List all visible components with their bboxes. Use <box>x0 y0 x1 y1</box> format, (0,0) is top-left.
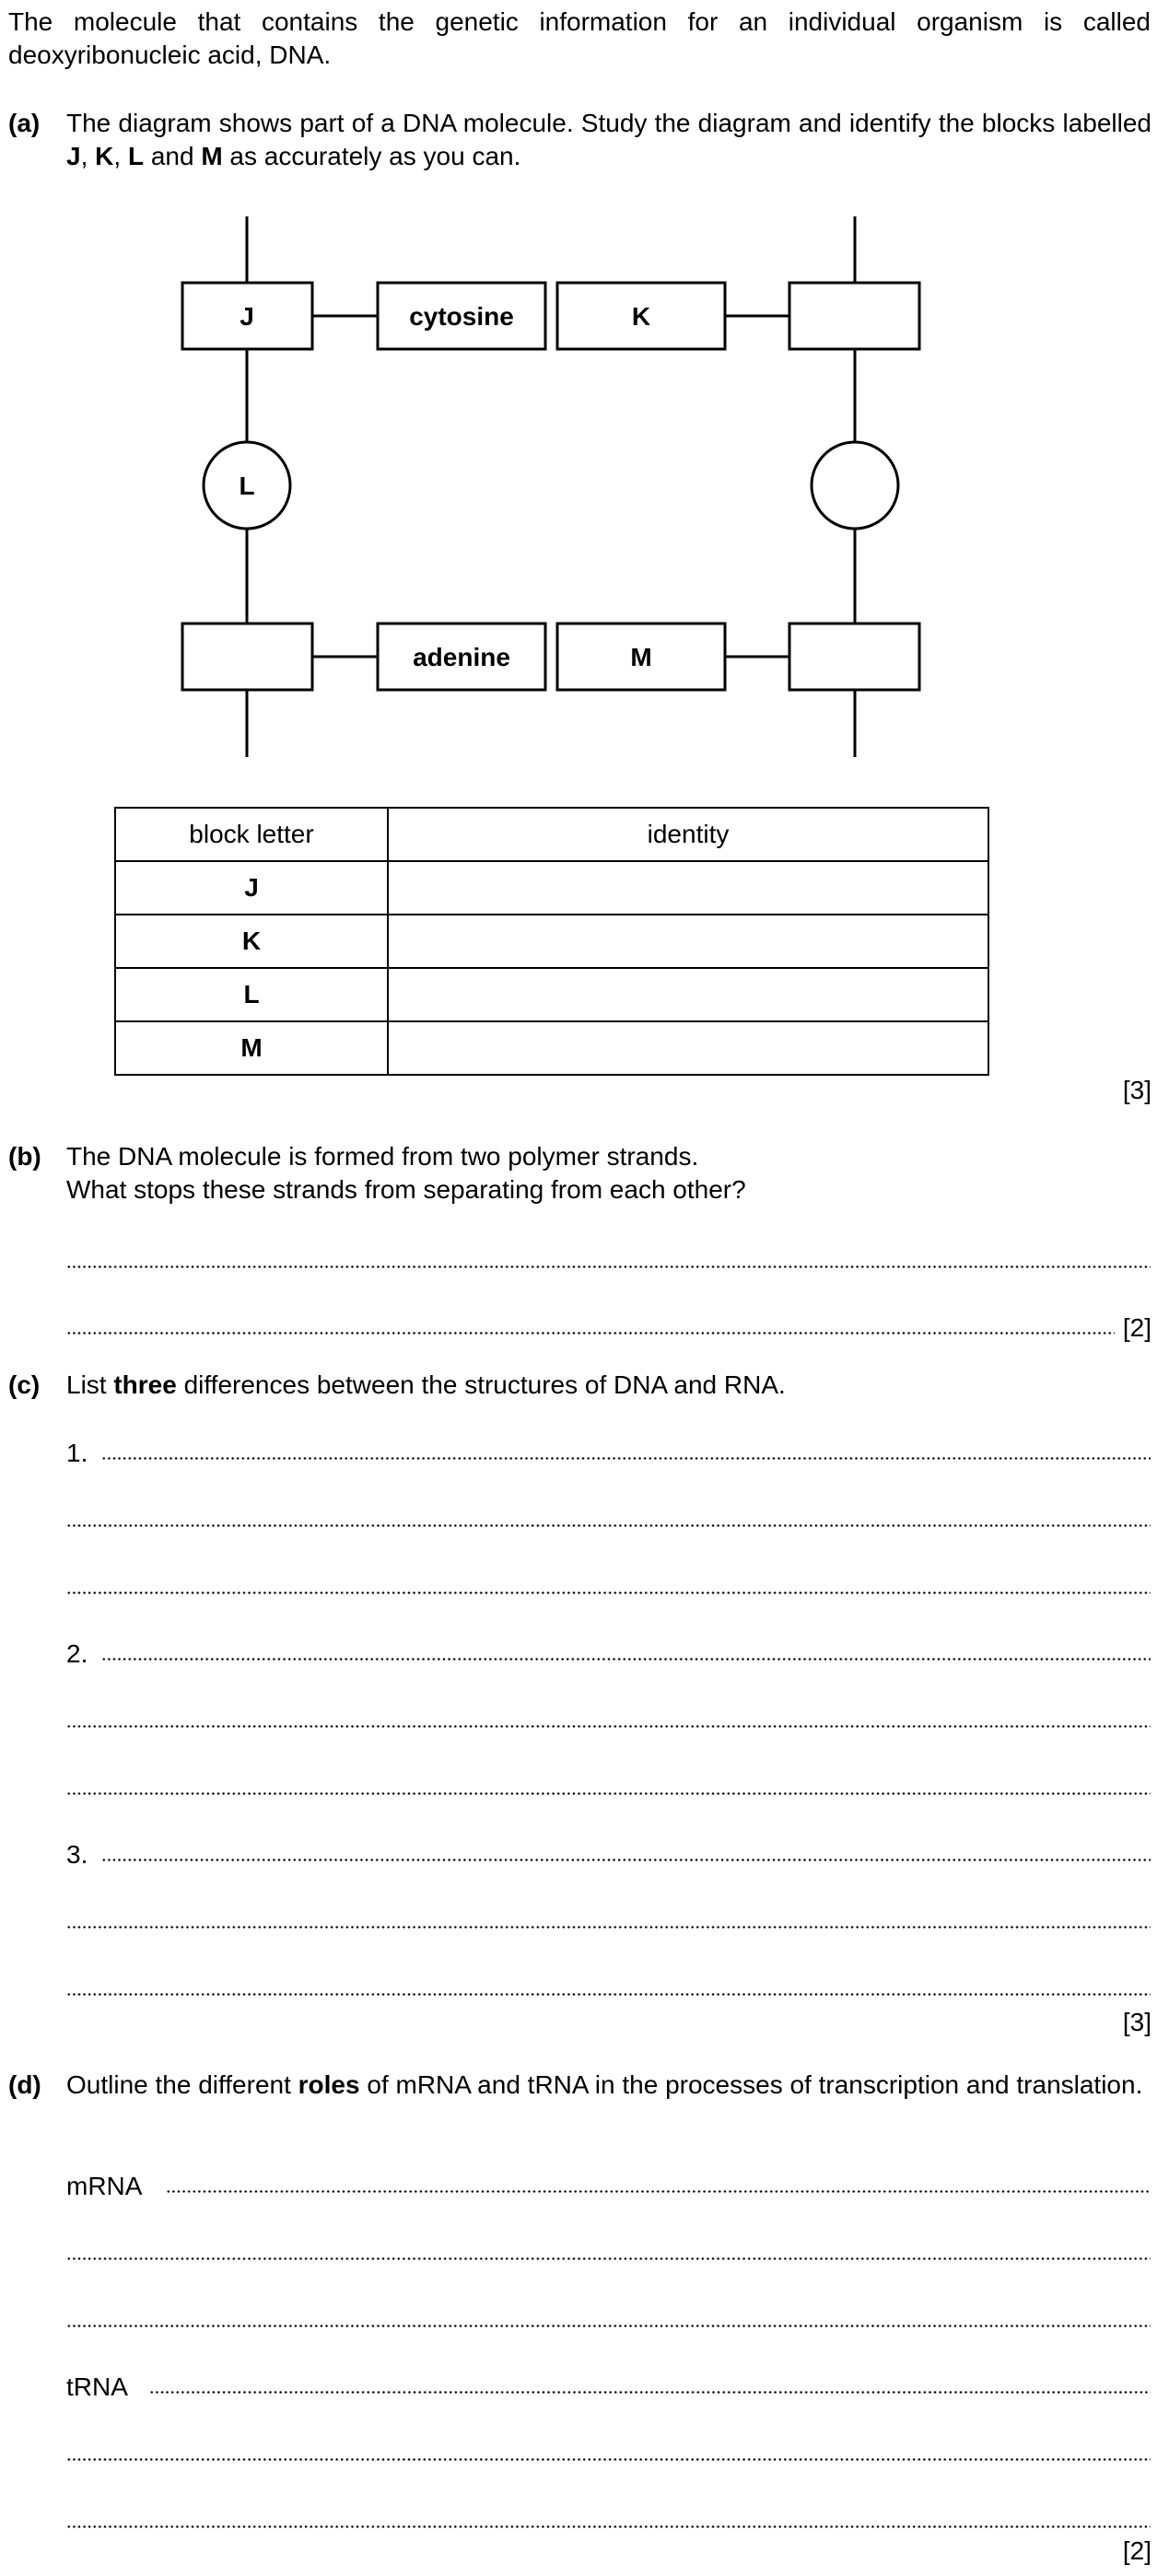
part-c-bold: three <box>113 1370 177 1399</box>
mrna-label: mRNA <box>66 2172 143 2200</box>
answer-line-c2b[interactable] <box>66 1725 1151 1728</box>
table-header-row <box>115 808 988 861</box>
part-c-question: List three differences between the structures of DNA and RNA. <box>66 1370 786 1399</box>
header-block-letter: block letter <box>115 808 388 861</box>
part-a-marks: [3] <box>1122 1076 1151 1104</box>
part-c-marks: [3] <box>1122 2008 1151 2036</box>
letter-m: M <box>201 142 223 170</box>
letter-l: L <box>127 142 145 170</box>
answer-line-c3b[interactable] <box>66 1926 1151 1929</box>
answer-line-c3a[interactable] <box>101 1859 1151 1861</box>
item-2-label: 2. <box>66 1639 88 1668</box>
item-3-label: 3. <box>66 1840 88 1869</box>
answer-line-c1b[interactable] <box>66 1524 1151 1527</box>
part-b-line-1: The DNA molecule is formed from two polymer strands. <box>66 1142 699 1171</box>
row-letter-j: J <box>115 861 388 915</box>
part-b-label: (b) <box>8 1142 41 1171</box>
part-d-marks: [2] <box>1122 2536 1151 2565</box>
row-letter-m: M <box>115 1021 388 1075</box>
answer-line-b1[interactable] <box>66 1265 1151 1268</box>
part-a-text-2: as accurately as you can. <box>222 142 521 170</box>
intro-text: The molecule that contains the genetic information for an individual organism is called deoxyribonucleic acid, DNA. <box>8 7 1151 69</box>
part-b-marks: [2] <box>1122 1313 1151 1342</box>
part-d-label: (d) <box>8 2070 41 2099</box>
answer-line-c2a[interactable] <box>101 1658 1151 1661</box>
answer-line-trna-c[interactable] <box>66 2525 1151 2528</box>
block-k-label: K <box>631 302 651 331</box>
letter-k: K <box>95 142 114 170</box>
answer-line-b2[interactable] <box>66 1332 1115 1335</box>
answer-line-mrna-b[interactable] <box>66 2257 1151 2260</box>
identity-input-j[interactable] <box>388 861 988 915</box>
block-cytosine-label: cytosine <box>409 302 514 331</box>
table-row <box>115 1021 988 1075</box>
answer-line-trna-b[interactable] <box>66 2458 1151 2461</box>
part-c-label: (c) <box>8 1370 41 1399</box>
letter-j: J <box>66 142 81 170</box>
block-adenine-label: adenine <box>413 643 510 671</box>
table-row <box>115 968 988 1021</box>
trna-label: tRNA <box>66 2372 128 2401</box>
identity-input-l[interactable] <box>388 968 988 1021</box>
circle-right <box>812 442 898 529</box>
row-letter-k: K <box>115 915 388 968</box>
table-row <box>115 915 988 968</box>
identity-input-k[interactable] <box>388 915 988 968</box>
part-d-question: Outline the different roles of mRNA and tRNA in the processes of transcription and translation. <box>66 2070 1143 2099</box>
block-bottom-left <box>182 624 312 690</box>
part-a-question: The diagram shows part of a DNA molecule. Study the diagram and identify the blocks labelled J, K, L and M as accurately as you can. <box>66 109 1151 170</box>
dna-diagram <box>0 0 1169 764</box>
header-identity: identity <box>388 808 988 861</box>
identity-input-m[interactable] <box>388 1021 988 1075</box>
block-m-label: M <box>630 643 652 671</box>
part-d-bold: roles <box>298 2070 360 2099</box>
item-1-label: 1. <box>66 1439 88 1467</box>
part-b-line-2: What stops these strands from separating from each other? <box>66 1175 746 1204</box>
answer-line-mrna-a[interactable] <box>166 2190 1151 2193</box>
answer-line-c1a[interactable] <box>101 1457 1151 1460</box>
answer-line-trna-a[interactable] <box>149 2391 1151 2394</box>
part-a-label: (a) <box>8 109 41 137</box>
block-j-label: J <box>240 302 254 331</box>
block-l-label: L <box>239 472 255 500</box>
table-row <box>115 861 988 915</box>
answer-line-mrna-c[interactable] <box>66 2325 1151 2327</box>
answer-line-c2c[interactable] <box>66 1792 1151 1795</box>
answer-line-c3c[interactable] <box>66 1993 1151 1996</box>
answer-table <box>114 807 989 1076</box>
part-a-text-1: The diagram shows part of a DNA molecule. Study the diagram and identify the blocks labelled <box>66 109 1151 137</box>
answer-line-c1c[interactable] <box>66 1591 1151 1594</box>
block-bottom-right <box>789 624 919 690</box>
row-letter-l: L <box>115 968 388 1021</box>
block-top-right <box>789 283 919 349</box>
